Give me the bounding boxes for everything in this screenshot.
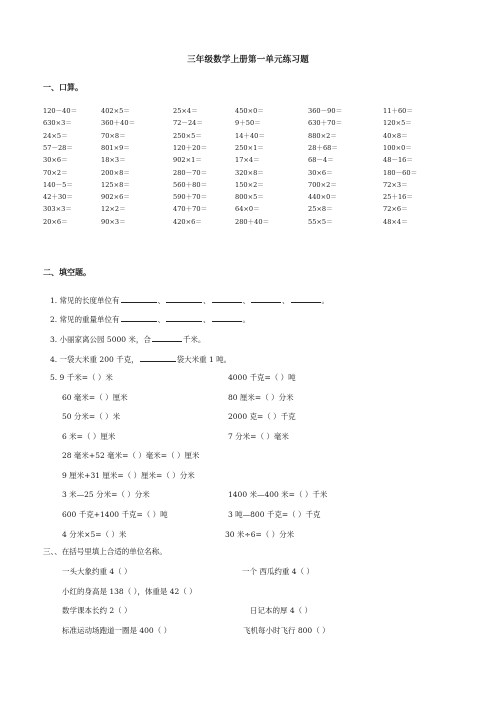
unit-question-right: 日记本的厚 4（ ）: [250, 606, 313, 615]
calc-item: 140－5＝: [43, 180, 73, 189]
calc-item: 902×1＝: [173, 156, 202, 165]
calc-item: 630×3＝: [43, 119, 72, 128]
calc-item: 280＋40＝: [235, 217, 270, 226]
calc-item: 360－90＝: [308, 107, 343, 115]
blank[interactable]: [251, 294, 281, 303]
calc-item: 25×4＝: [173, 107, 198, 115]
calc-item: 28＋68＝: [308, 143, 338, 152]
calc-item: 48×4＝: [383, 217, 408, 226]
calc-item: 100×0＝: [383, 143, 412, 152]
calc-item: 70×2＝: [43, 168, 68, 177]
calc-item: 64×0＝: [235, 205, 260, 214]
blank[interactable]: [291, 294, 321, 303]
calc-item: 630＋70＝: [308, 119, 343, 128]
conversion-left: 4 分米×5=（ ）米: [62, 530, 127, 539]
question-4: 4. 一袋大米重 200 千克， 袋大米重 1 吨。: [50, 355, 232, 364]
calc-item: 250×5＝: [173, 131, 202, 140]
calc-item: 420×6＝: [173, 217, 202, 226]
blank[interactable]: [121, 294, 157, 303]
calc-item: 68－4＝: [308, 156, 334, 165]
calc-item: 450×0＝: [235, 107, 264, 115]
calc-item: 200×8＝: [101, 168, 130, 177]
conversion-left: 50 分米=（ ）米: [62, 412, 121, 421]
calc-item: 55×5＝: [308, 217, 333, 226]
calc-item: 20×6＝: [43, 217, 68, 226]
calc-item: 180－60＝: [383, 168, 418, 177]
calc-item: 72×3＝: [383, 180, 408, 189]
calc-item: 12×2＝: [101, 205, 126, 214]
calc-item: 470＋70＝: [173, 205, 208, 214]
unit-question-left: 数学课本长约 2（ ）: [62, 606, 132, 615]
calc-item: 18×3＝: [101, 156, 126, 165]
calc-item: 800×5＝: [235, 193, 264, 202]
blank[interactable]: [121, 313, 157, 322]
conversion-right: 80 厘米=（ ）分米: [228, 393, 294, 402]
calc-item: 70×8＝: [101, 131, 126, 140]
question-3: 3. 小丽家离公园 5000 米，合 千米。: [50, 335, 206, 344]
conversion-right: 30 米÷6=（ ）分米: [225, 530, 295, 539]
calc-item: 25×8＝: [308, 205, 333, 214]
conversion-right: 2000 克=（ ）千克: [228, 412, 296, 421]
unit-question-right: 飞机每小时飞行 800（ ）: [243, 626, 330, 635]
conversion-left: 9 厘米+31 厘米=（ ）厘米=（ ）分米: [62, 471, 195, 480]
calc-item: 303×3＝: [43, 205, 72, 214]
blank[interactable]: [212, 313, 242, 322]
conversion-right: 7 分米=（ ）毫米: [228, 432, 289, 441]
section1-heading: 一、口算。: [43, 82, 83, 92]
conversion-left: 6 米=（ ）厘米: [62, 432, 116, 441]
unit-question-left: 标准运动场跑道一圈是 400（ ）: [62, 626, 172, 635]
calc-item: 120－40＝: [43, 107, 78, 115]
calc-item: 880×2＝: [308, 131, 337, 140]
blank[interactable]: [140, 353, 176, 362]
conversion-right: 1400 米—400 米=（ ）千米: [228, 490, 328, 499]
calc-item: 24×5＝: [43, 131, 68, 140]
unit-question-right: 一个 西瓜约重 4（ ）: [242, 567, 314, 576]
calc-item: 72×6＝: [383, 205, 408, 214]
calc-item: 9＋50＝: [235, 119, 261, 128]
question-1: 1. 常见的长度单位有 、 、 、 、 。: [50, 296, 330, 305]
calc-item: 250×1＝: [235, 143, 264, 152]
section2-heading: 二、填空题。: [43, 267, 91, 277]
calc-item: 11＋60＝: [383, 107, 413, 115]
calc-item: 902×6＝: [101, 193, 130, 202]
question-2: 2. 常见的重量单位有 、 、 。: [50, 315, 251, 324]
conversion-right: 3 吨—800 千克=（ ）千克: [228, 510, 321, 519]
calc-item: 30×6＝: [43, 156, 68, 165]
calc-item: 72－24＝: [173, 119, 203, 128]
calc-item: 48－16＝: [383, 156, 413, 165]
calc-item: 90×3＝: [101, 217, 126, 226]
blank[interactable]: [152, 333, 182, 342]
conversion-left: 3 米—25 分米=（ ）分米: [62, 490, 150, 499]
calc-item: 440×0＝: [308, 193, 337, 202]
conversion-left: 600 千克+1400 千克=（ ）吨: [62, 510, 168, 519]
page-title: 三年级数学上册第一单元练习题: [187, 55, 309, 65]
section3-heading: 三、、在括号里填上合适的单位名称。: [43, 547, 167, 556]
conversion-right: 4000 千克=（ ）吨: [228, 373, 296, 382]
calc-item: 402×5＝: [101, 107, 130, 115]
calc-item: 560＋80＝: [173, 180, 208, 189]
blank[interactable]: [166, 294, 202, 303]
calc-item: 590＋70＝: [173, 193, 208, 202]
calc-item: 40×8＝: [383, 131, 408, 140]
calc-item: 125×8＝: [101, 180, 130, 189]
unit-question-left: 一头大象约重 4（ ）: [62, 567, 132, 576]
calc-item: 14＋40＝: [235, 131, 265, 140]
calc-item: 700×2＝: [308, 180, 337, 189]
blank[interactable]: [166, 313, 202, 322]
calc-item: 801×9＝: [101, 143, 130, 152]
calc-item: 280－70＝: [173, 168, 208, 177]
blank[interactable]: [212, 294, 242, 303]
calc-item: 30×6＝: [308, 168, 333, 177]
conversion-left: 5. 9 千米=（ ）米: [50, 373, 113, 382]
conversion-left: 28 毫米+52 毫米=（ ）毫米=（ ）厘米: [62, 451, 200, 460]
calc-item: 57－28＝: [43, 143, 73, 152]
calc-item: 360＋40＝: [101, 119, 136, 128]
calc-item: 25＋16＝: [383, 193, 413, 202]
calc-item: 120＋20＝: [173, 143, 208, 152]
calc-item: 17×4＝: [235, 156, 260, 165]
unit-question-left: 小红的身高是 138（ ），体重是 42（ ）: [62, 587, 197, 596]
calc-item: 150×2＝: [235, 180, 264, 189]
calc-item: 320×8＝: [235, 168, 264, 177]
calc-item: 42＋30＝: [43, 193, 73, 202]
calc-item: 120×5＝: [383, 119, 412, 128]
conversion-left: 60 毫米=（ ）厘米: [62, 393, 128, 402]
